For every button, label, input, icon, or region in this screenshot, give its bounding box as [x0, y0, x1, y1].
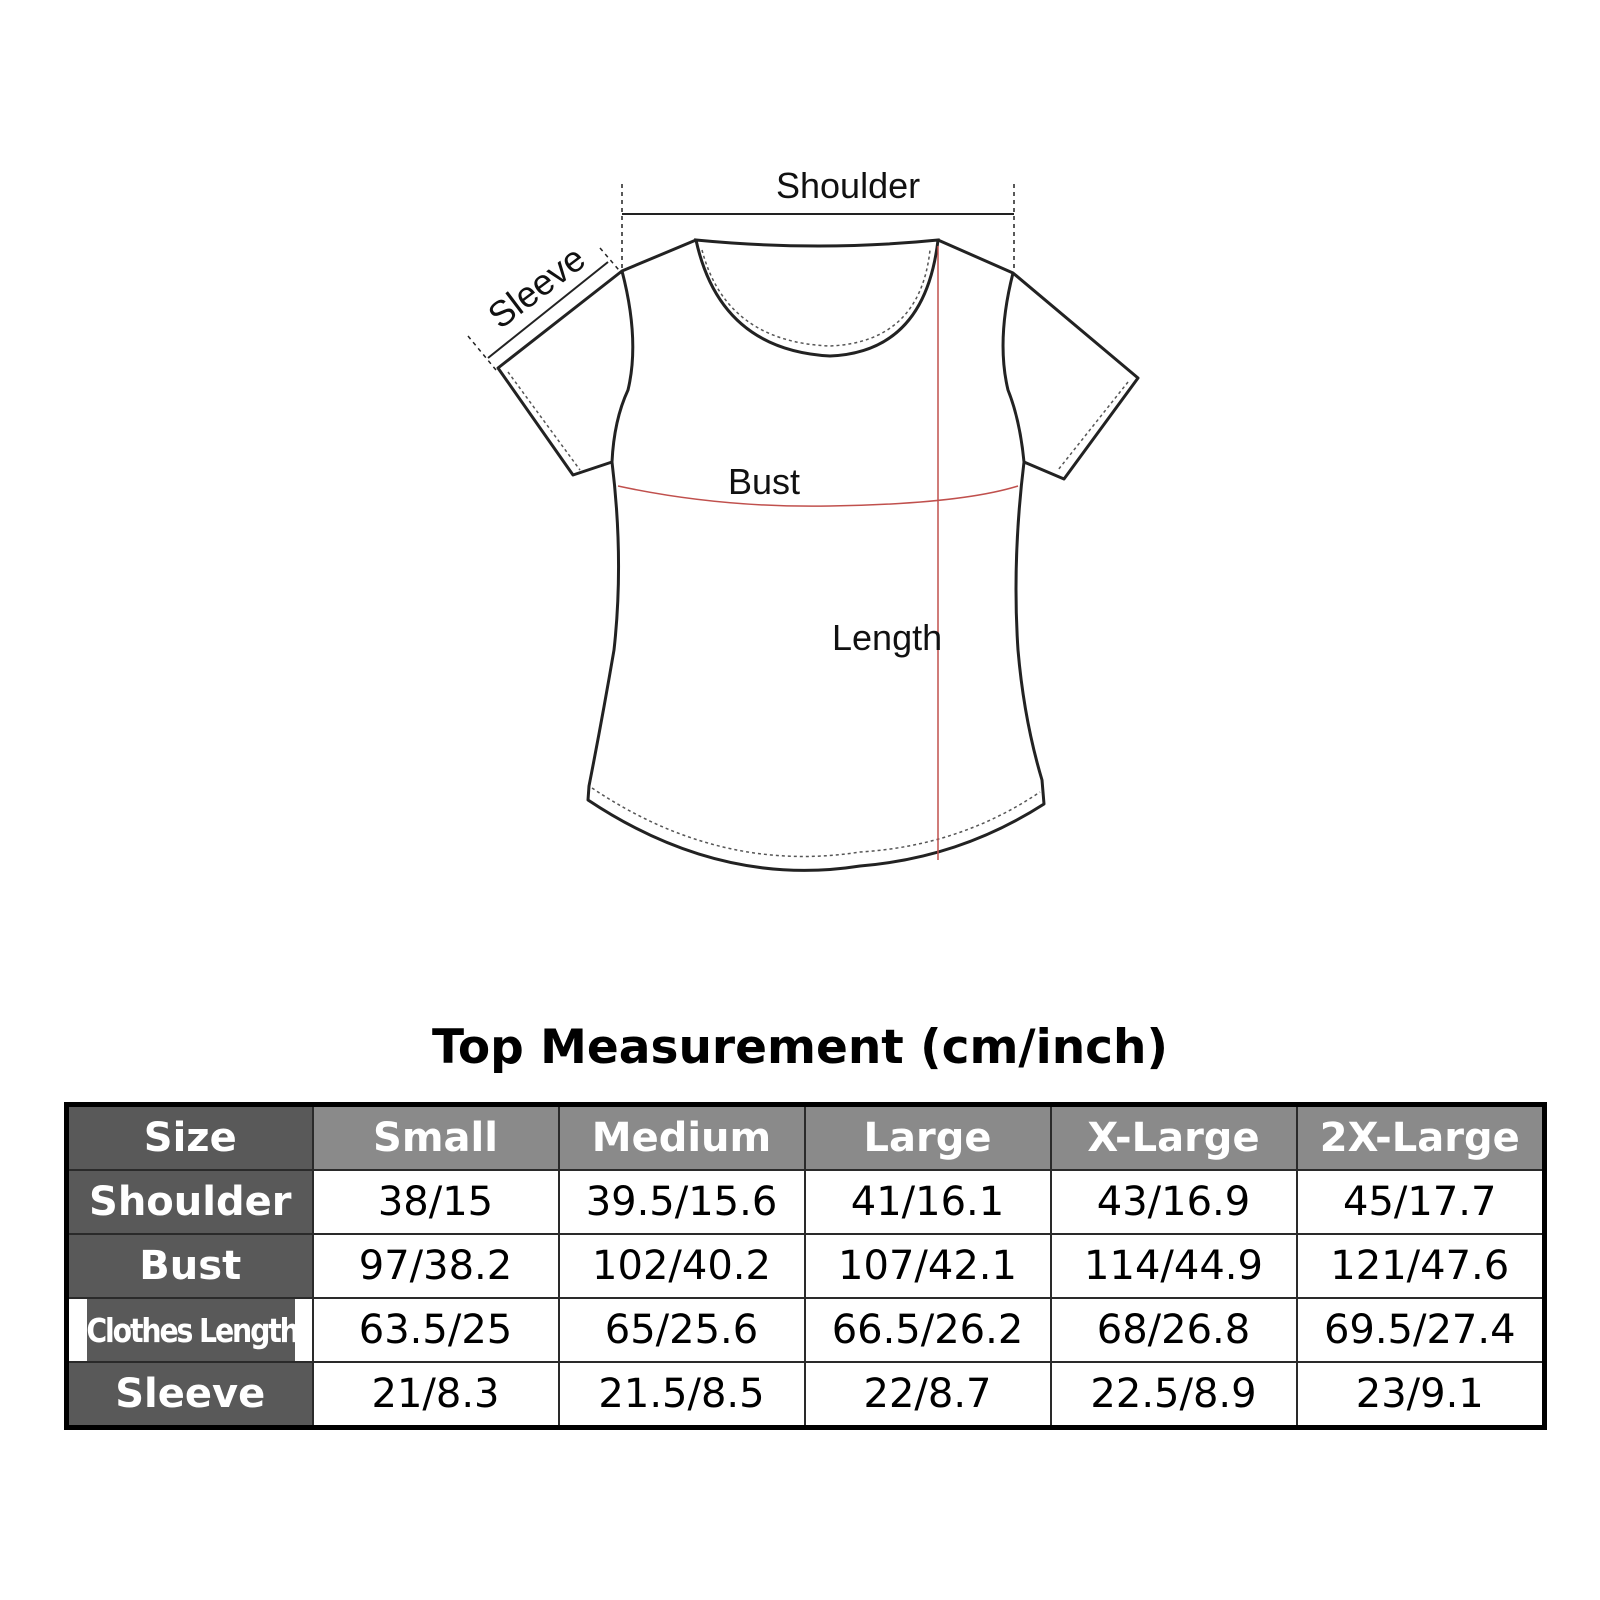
table-cell: 68/26.8 — [1051, 1298, 1297, 1362]
row-label-shoulder: Shoulder — [67, 1170, 313, 1234]
left-sleeve-stitching — [508, 372, 580, 470]
table-cell: 66.5/26.2 — [805, 1298, 1051, 1362]
table-title: Top Measurement (cm/inch) — [432, 1020, 1168, 1075]
table-cell: 41/16.1 — [805, 1170, 1051, 1234]
table-cell: 45/17.7 — [1297, 1170, 1545, 1234]
table-cell: 43/16.9 — [1051, 1170, 1297, 1234]
table-cell: 39.5/15.6 — [559, 1170, 805, 1234]
header-2x-large: 2X-Large — [1297, 1105, 1545, 1171]
size-chart-table — [64, 1102, 1547, 1430]
bust-measure-line — [618, 486, 1018, 506]
table-cell: 114/44.9 — [1051, 1234, 1297, 1298]
length-label: Length — [832, 617, 943, 658]
row-label-clothes-length: Clothes Length — [84, 1298, 296, 1362]
table-cell: 97/38.2 — [313, 1234, 559, 1298]
table-row — [67, 1234, 1545, 1298]
table-cell: 102/40.2 — [559, 1234, 805, 1298]
table-cell: 65/25.6 — [559, 1298, 805, 1362]
table-cell: 38/15 — [313, 1170, 559, 1234]
table-cell: 23/9.1 — [1297, 1362, 1545, 1428]
table-cell: 107/42.1 — [805, 1234, 1051, 1298]
tshirt-neckline — [696, 240, 938, 356]
shoulder-label: Shoulder — [776, 165, 921, 206]
row-label-sleeve: Sleeve — [67, 1362, 313, 1428]
table-cell: 21.5/8.5 — [559, 1362, 805, 1428]
header-medium: Medium — [559, 1105, 805, 1171]
header-large: Large — [805, 1105, 1051, 1171]
sleeve-bottom-guide — [468, 336, 496, 370]
right-sleeve-stitching — [1058, 382, 1128, 470]
header-small: Small — [313, 1105, 559, 1171]
bust-label: Bust — [728, 461, 801, 502]
table-header-row — [67, 1105, 1545, 1171]
header-x-large: X-Large — [1051, 1105, 1297, 1171]
table-cell: 121/47.6 — [1297, 1234, 1545, 1298]
tshirt-outline — [498, 240, 1138, 870]
header-size: Size — [67, 1105, 313, 1171]
table-cell: 63.5/25 — [313, 1298, 559, 1362]
table-cell: 22.5/8.9 — [1051, 1362, 1297, 1428]
table-cell: 21/8.3 — [313, 1362, 559, 1428]
table-row — [67, 1170, 1545, 1234]
table-cell: 69.5/27.4 — [1297, 1298, 1545, 1362]
table-cell: 22/8.7 — [805, 1362, 1051, 1428]
table-row — [67, 1362, 1545, 1428]
hem-stitching — [592, 788, 1040, 856]
sleeve-label: Sleeve — [480, 237, 593, 337]
row-label-bust: Bust — [67, 1234, 313, 1298]
table-row — [67, 1298, 1545, 1362]
